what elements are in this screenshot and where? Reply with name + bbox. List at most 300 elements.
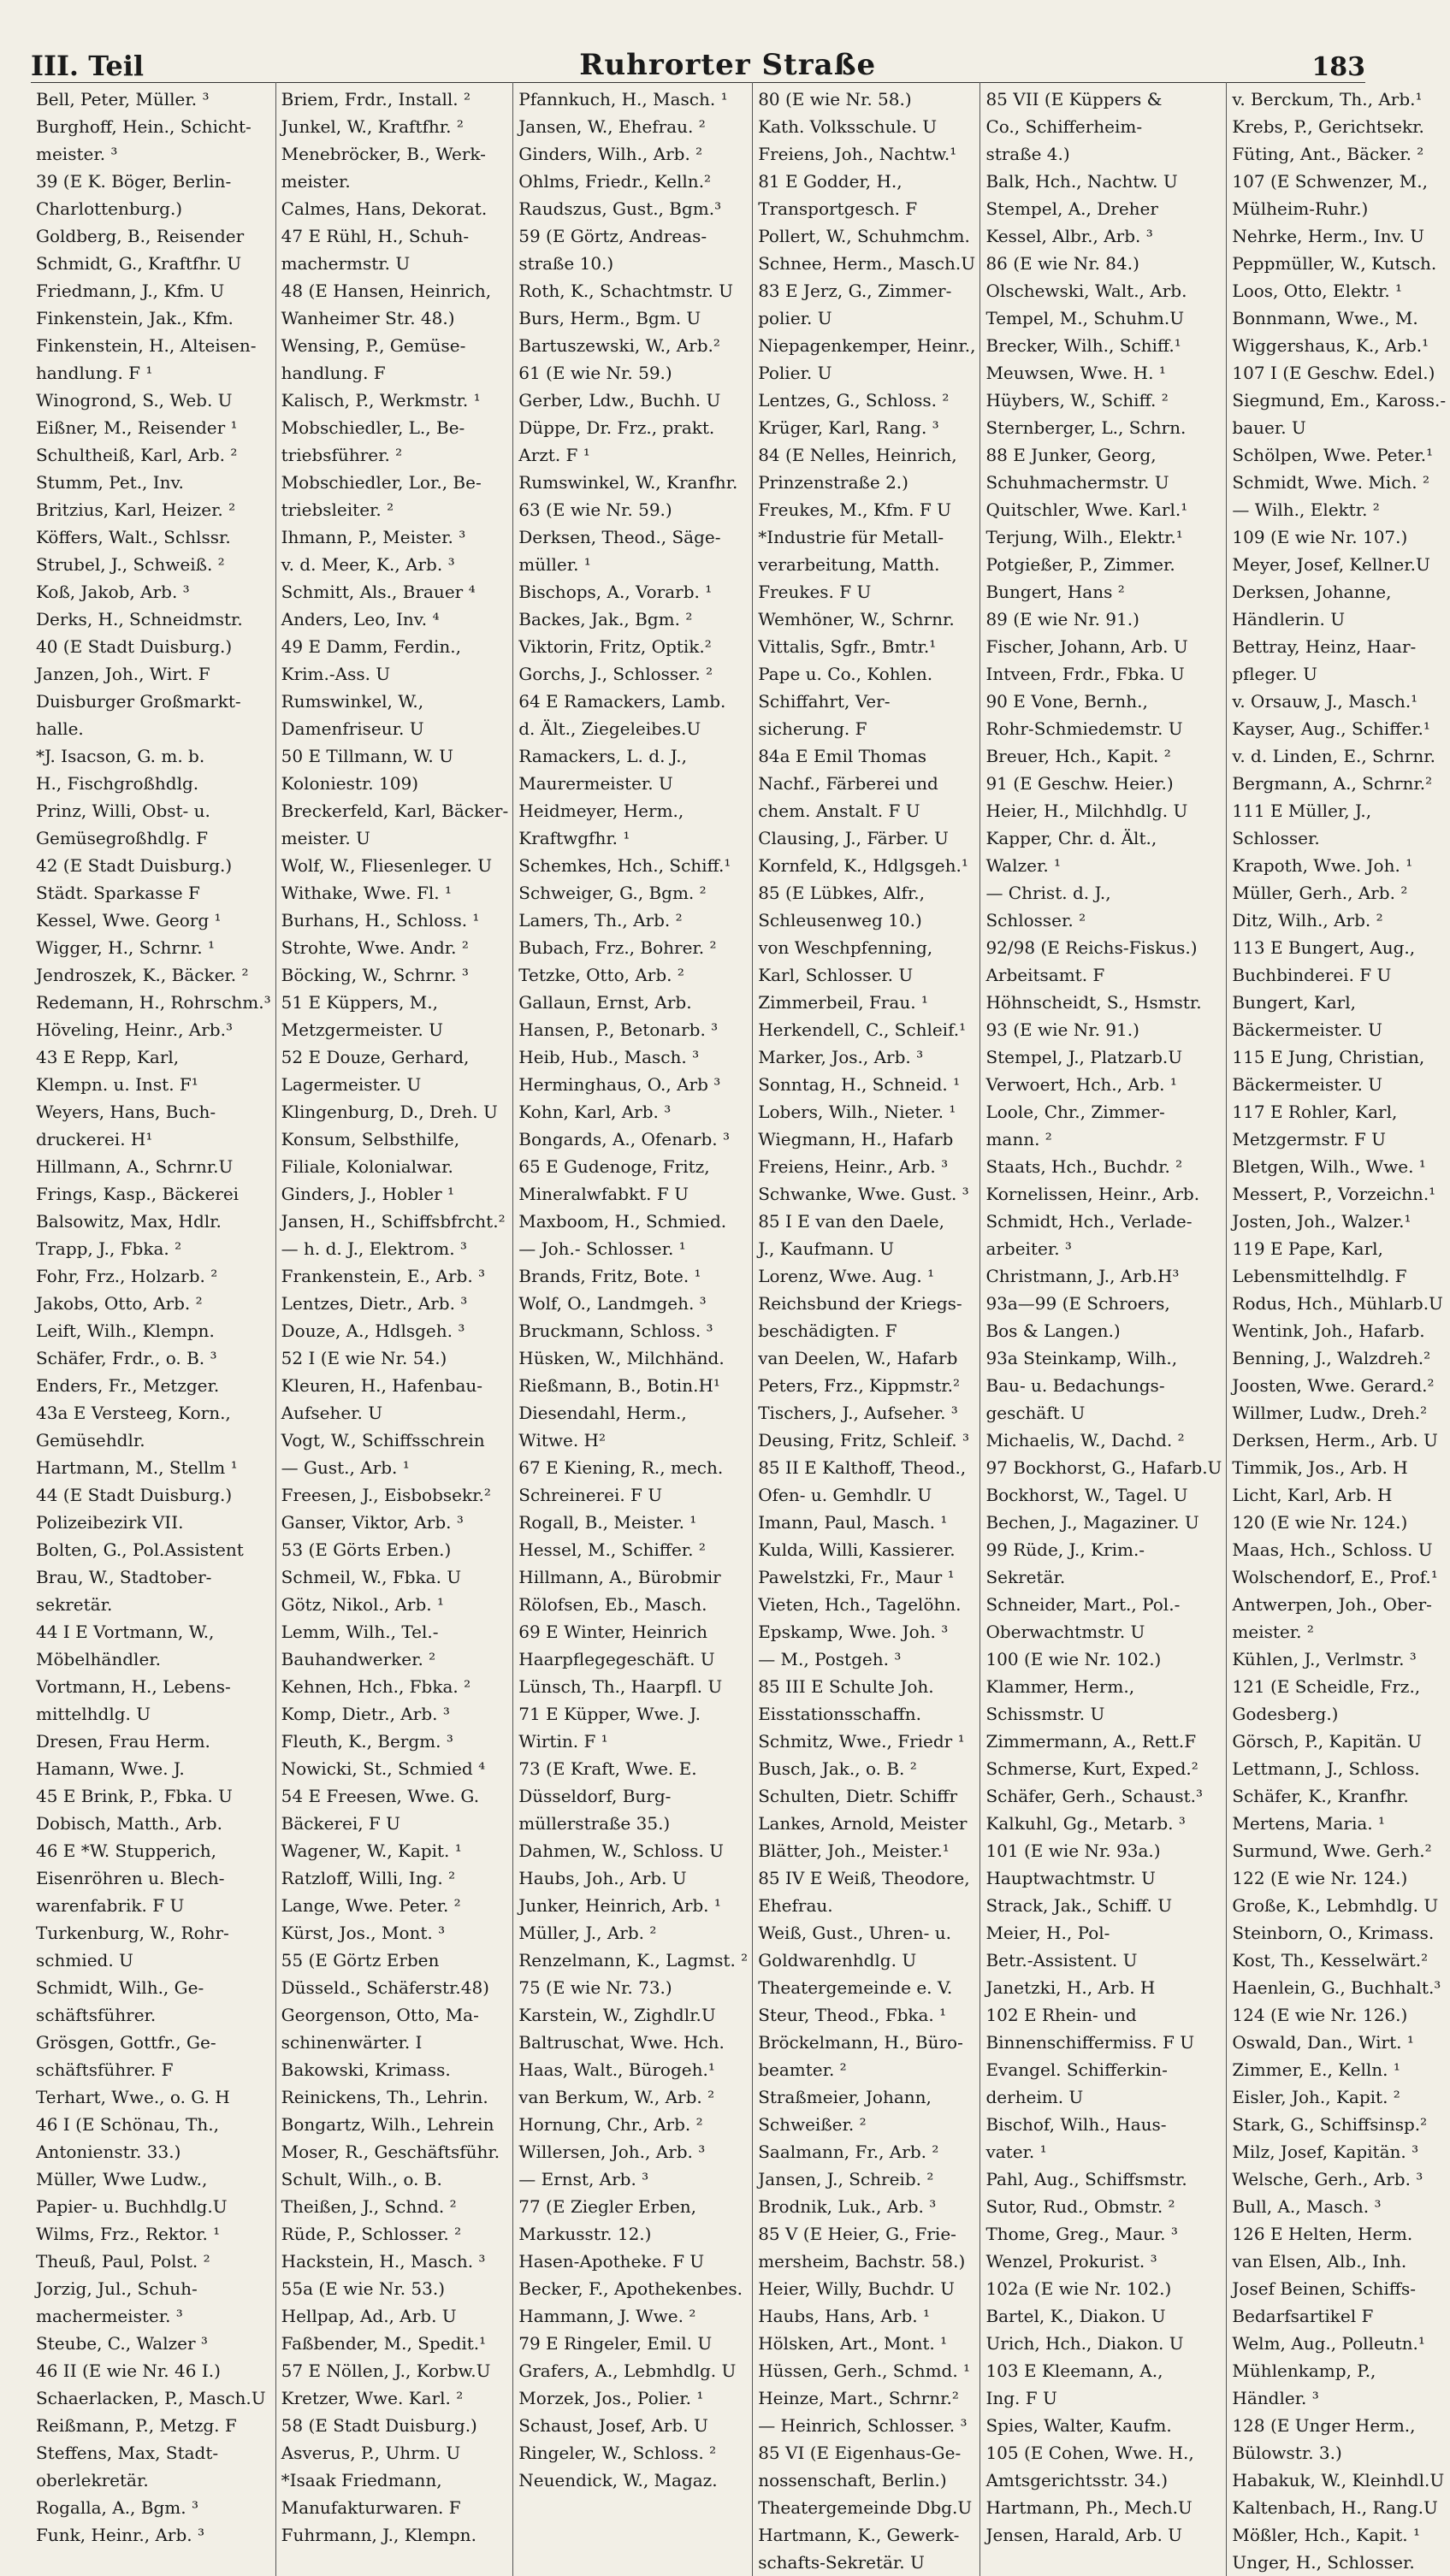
directory-entry-line: Gerber, Ldw., Buchh. U [518, 390, 721, 411]
directory-entry-line: Schweißer. ² [758, 2114, 867, 2135]
directory-entry-line: Withake, Wwe. Fl. ¹ [281, 883, 452, 903]
directory-entry-line: Wiegmann, H., Hafarb [758, 1129, 954, 1149]
directory-entry-line: Frankenstein, E., Arb. ³ [281, 1266, 486, 1286]
directory-entry-line: 44 (E Stadt Duisburg.) [36, 1485, 233, 1505]
directory-entry-line: Co., Schifferheim- [985, 116, 1143, 137]
directory-entry-line: — Wilh., Elektr. ² [1232, 499, 1380, 520]
directory-entry-line: Heinze, Mart., Schrnr.² [758, 2388, 959, 2408]
directory-entry-line: 122 (E wie Nr. 124.) [1232, 1868, 1408, 1888]
directory-entry-line: Bockhorst, W., Tagel. U [985, 1485, 1188, 1505]
directory-entry-line: Anders, Leo, Inv. ⁴ [281, 609, 440, 629]
directory-entry-line: 105 (E Cohen, Wwe. H., [985, 2443, 1194, 2463]
directory-entry-line: Böcking, W., Schrnr. ³ [281, 965, 469, 985]
directory-entry-line: Schölpen, Wwe. Peter.¹ [1232, 445, 1434, 465]
directory-entry-line: Bettray, Heinz, Haar- [1232, 636, 1417, 657]
directory-entry-line: Prinz, Willi, Obst- u. [36, 801, 210, 821]
directory-entry-line: Balsowitz, Max, Hdlr. [36, 1211, 222, 1232]
directory-entry-line: handlung. F ¹ [36, 363, 153, 383]
directory-entry-line: Olschewski, Walt., Arb. [985, 281, 1187, 301]
directory-entry-line: machermeister. ³ [36, 2306, 183, 2326]
directory-entry-line: Krapoth, Wwe. Joh. ¹ [1232, 855, 1413, 876]
directory-entry-line: 54 E Freesen, Wwe. G. [281, 1786, 480, 1806]
directory-entry-line: Burghoff, Hein., Schicht- [36, 116, 252, 137]
directory-entry-line: Görsch, P., Kapitän. U [1232, 1731, 1422, 1752]
directory-entry-line: Winogrond, S., Web. U [36, 390, 233, 411]
directory-entry-line: v. Orsauw, J., Masch.¹ [1232, 691, 1418, 712]
directory-entry-line: Kleuren, H., Hafenbau- [281, 1375, 483, 1396]
directory-column [1227, 82, 1450, 2576]
directory-entry-line: Ramackers, L. d. J., [518, 746, 687, 766]
directory-entry-line: Kath. Volksschule. U [758, 116, 938, 137]
directory-entry-line: Stempel, A., Dreher [985, 198, 1158, 219]
directory-entry-line: polier. U [758, 308, 832, 328]
directory-entry-line: Potgießer, P., Zimmer. [985, 554, 1175, 575]
directory-entry-line: Quitschler, Wwe. Karl.¹ [985, 499, 1188, 520]
directory-entry-line: Grösgen, Gottfr., Ge- [36, 2032, 216, 2053]
directory-entry-line: Mülheim-Ruhr.) [1232, 198, 1369, 219]
directory-entry-line: Wigger, H., Schrnr. ¹ [36, 937, 215, 958]
directory-entry-line: Wiggershaus, K., Arb.¹ [1232, 335, 1429, 356]
directory-entry-line: Lebensmittelhdlg. F [1232, 1266, 1407, 1286]
directory-entry-line: Wemhöner, W., Schrnr. [758, 609, 955, 629]
directory-entry-line: Balk, Hch., Nachtw. U [985, 171, 1178, 192]
directory-entry-line: Rumswinkel, W., [281, 691, 424, 712]
directory-entry-line: Dresen, Frau Herm. [36, 1731, 210, 1752]
directory-entry-line: 90 E Vone, Bernh., [985, 691, 1148, 712]
directory-entry-line: 91 (E Geschw. Heier.) [985, 773, 1174, 794]
directory-entry-line: Höhnscheidt, S., Hsmstr. [985, 992, 1202, 1013]
directory-entry-line: Freiens, Joh., Nachtw.¹ [758, 144, 957, 164]
directory-entry-line: Kühlen, J., Verlmstr. ³ [1232, 1649, 1417, 1669]
directory-entry-line: Oberwachtmstr. U [985, 1622, 1145, 1642]
directory-entry-line: Jansen, H., Schiffsbfrcht.² [281, 1211, 506, 1232]
directory-entry-line: van Deelen, W., Hafarb [758, 1348, 958, 1368]
directory-entry-line: Sutor, Rud., Obmstr. ² [985, 2196, 1175, 2217]
directory-entry-line: Breuer, Hch., Kapit. ² [985, 746, 1171, 766]
directory-entry-line: Markusstr. 12.) [518, 2224, 652, 2244]
directory-entry-line: Lemm, Wilh., Tel.- [281, 1622, 439, 1642]
directory-entry-line: Bäckermeister. U [1232, 1074, 1383, 1095]
directory-entry-line: Christmann, J., Arb.H³ [985, 1266, 1180, 1286]
directory-entry-line: Hüssen, Gerh., Schmd. ¹ [758, 2360, 971, 2381]
directory-entry-line: *J. Isacson, G. m. b. [36, 746, 205, 766]
directory-entry-line: Haas, Walt., Bürogeh.¹ [518, 2059, 715, 2080]
directory-entry-line: Messert, P., Vorzeichn.¹ [1232, 1184, 1436, 1204]
directory-entry-line: derheim. U [985, 2087, 1084, 2107]
directory-entry-line: Hessel, M., Schiffer. ² [518, 1539, 706, 1560]
directory-entry-line: Bubach, Frz., Bohrer. ² [518, 937, 717, 958]
directory-entry-line: 63 (E wie Nr. 59.) [518, 499, 672, 520]
directory-entry-line: Schreinerei. F U [518, 1485, 663, 1505]
directory-entry-line: Damenfriseur. U [281, 718, 424, 739]
directory-entry-line: 51 E Küppers, M., [281, 992, 438, 1013]
directory-entry-line: Lünsch, Th., Haarpfl. U [518, 1676, 723, 1697]
directory-entry-line: Kapper, Chr. d. Ält., [985, 828, 1157, 848]
directory-entry-line: Möbelhändler. [36, 1649, 161, 1669]
directory-entry-line: Siegmund, Em., Kaross.- [1232, 390, 1447, 411]
directory-entry-line: Schäfer, K., Kranfhr. [1232, 1786, 1409, 1806]
directory-entry-line: Brands, Fritz, Bote. ¹ [518, 1266, 701, 1286]
directory-entry-line: Turkenburg, W., Rohr- [36, 1923, 229, 1943]
directory-entry-line: vater. ¹ [985, 2142, 1047, 2162]
directory-entry-line: Hansen, P., Betonarb. ³ [518, 1019, 719, 1040]
directory-entry-line: Theißen, J., Schnd. ² [281, 2196, 457, 2217]
directory-entry-line: Walzer. ¹ [985, 855, 1062, 876]
directory-entry-line: Briem, Frdr., Install. ² [281, 89, 471, 109]
directory-entry-line: Freukes, M., Kfm. F U [758, 499, 951, 520]
directory-entry-line: Hackstein, H., Masch. ³ [281, 2251, 486, 2272]
directory-entry-line: Kalisch, P., Werkmstr. ¹ [281, 390, 481, 411]
directory-entry-line: Bäckermeister. U [1232, 1019, 1383, 1040]
directory-entry-line: 67 E Kiening, R., mech. [518, 1457, 724, 1478]
directory-entry-line: triebsführer. ² [281, 445, 403, 465]
directory-entry-line: Haubs, Joh., Arb. U [518, 1868, 687, 1888]
directory-entry-line: Intveen, Frdr., Fbka. U [985, 664, 1185, 684]
directory-entry-line: Schmidt, Wilh., Ge- [36, 1977, 204, 1998]
directory-entry-line: Schmidt, Hch., Verlade- [985, 1211, 1193, 1232]
directory-entry-line: Finkenstein, Jak., Kfm. [36, 308, 234, 328]
directory-entry-line: 73 (E Kraft, Wwe. E. [518, 1758, 697, 1779]
directory-entry-line: meister. ³ [36, 144, 118, 164]
directory-entry-line: Trapp, J., Fbka. ² [36, 1238, 182, 1259]
directory-entry-line: 113 E Bungert, Aug., [1232, 937, 1416, 958]
directory-entry-line: Arzt. F ¹ [518, 445, 590, 465]
directory-entry-line: Brau, W., Stadtober- [36, 1567, 212, 1587]
directory-entry-line: Aufseher. U [281, 1403, 383, 1423]
directory-entry-line: — h. d. J., Elektrom. ³ [281, 1238, 467, 1259]
directory-entry-line: Stark, G., Schiffsinsp.² [1232, 2114, 1428, 2135]
directory-entry-line: Wolschendorf, E., Prof.¹ [1232, 1567, 1438, 1587]
directory-entry-line: Hartmann, K., Gewerk- [758, 2525, 960, 2545]
directory-entry-line: Derks, H., Schneidmstr. [36, 609, 243, 629]
directory-entry-line: Viktorin, Fritz, Optik.² [518, 636, 712, 657]
directory-entry-line: Schemkes, Hch., Schiff.¹ [518, 855, 731, 876]
directory-entry-line: Fischer, Johann, Arb. U [985, 636, 1188, 657]
directory-entry-line: Jorzig, Jul., Schuh- [36, 2278, 198, 2299]
directory-entry-line: Vittalis, Sgfr., Bmtr.¹ [758, 636, 937, 657]
directory-entry-line: Schultheiß, Karl, Arb. ² [36, 445, 238, 465]
directory-entry-line: Bülowstr. 3.) [1232, 2443, 1342, 2463]
directory-entry-line: Schnee, Herm., Masch.U [758, 253, 976, 274]
directory-entry-line: Roth, K., Schachtmstr. U [518, 281, 734, 301]
directory-entry-line: Pollert, W., Schuhmchm. [758, 226, 970, 246]
directory-entry-line: 85 VII (E Küppers & [985, 89, 1163, 109]
directory-entry-line: Welsche, Gerh., Arb. ³ [1232, 2169, 1423, 2189]
directory-entry-line: Ringeler, W., Schloss. ² [518, 2443, 717, 2463]
directory-entry-line: Haubs, Hans, Arb. ¹ [758, 2306, 930, 2326]
directory-entry-line: Asverus, P., Uhrm. U [281, 2443, 461, 2463]
directory-entry-line: Strohte, Wwe. Andr. ² [281, 937, 469, 958]
directory-entry-line: Rölofsen, Eb., Masch. [518, 1594, 707, 1615]
directory-column [753, 82, 980, 2576]
directory-entry-line: Spies, Walter, Kaufm. [985, 2415, 1172, 2436]
directory-entry-line: Deusing, Fritz, Schleif. ³ [758, 1430, 969, 1450]
directory-entry-line: Frings, Kasp., Bäckerei [36, 1184, 240, 1204]
directory-entry-line: 69 E Winter, Heinrich [518, 1622, 708, 1642]
directory-entry-line: Calmes, Hans, Dekorat. [281, 198, 488, 219]
directory-entry-line: 79 E Ringeler, Emil. U [518, 2333, 713, 2354]
directory-entry-line: Klingenburg, D., Dreh. U [281, 1102, 498, 1122]
directory-entry-line: schäftsführer. [36, 2005, 157, 2025]
directory-entry-line: Pape u. Co., Kohlen. [758, 664, 933, 684]
directory-entry-line: — M., Postgeh. ³ [758, 1649, 902, 1669]
page-header [31, 38, 1365, 83]
directory-entry-line: Gemüsehdlr. [36, 1430, 145, 1450]
directory-entry-line: Schweiger, G., Bgm. ² [518, 883, 707, 903]
directory-entry-line: 64 E Ramackers, Lamb. [518, 691, 726, 712]
directory-entry-line: druckerei. H¹ [36, 1129, 153, 1149]
directory-entry-line: 43 E Repp, Karl, [36, 1047, 180, 1067]
directory-entry-line: Bischof, Wilh., Haus- [985, 2114, 1167, 2135]
directory-entry-line: Backes, Jak., Bgm. ² [518, 609, 693, 629]
directory-entry-line: Große, K., Lebmhdlg. U [1232, 1895, 1439, 1916]
directory-entry-line: Weyers, Hans, Buch- [36, 1102, 216, 1122]
directory-entry-line: Friedmann, J., Kfm. U [36, 281, 225, 301]
directory-entry-line: Kost, Th., Kesselwärt.² [1232, 1950, 1429, 1970]
directory-entry-line: sicherung. F [758, 718, 867, 739]
directory-entry-line: Neuendick, W., Magaz. [518, 2470, 718, 2490]
directory-entry-line: Terhart, Wwe., o. G. H [36, 2087, 230, 2107]
directory-entry-line: Freiens, Heinr., Arb. ³ [758, 1156, 949, 1177]
directory-entry-line: 103 E Kleemann, A., [985, 2360, 1163, 2381]
directory-entry-line: Derksen, Herm., Arb. U [1232, 1430, 1438, 1450]
directory-entry-line: Schmitt, Als., Brauer ⁴ [281, 582, 476, 602]
directory-entry-line: — Heinrich, Schlosser. ³ [758, 2415, 968, 2436]
directory-entry-line: 84a E Emil Thomas [758, 746, 927, 766]
directory-entry-line: Tetzke, Otto, Arb. ² [518, 965, 684, 985]
directory-entry-line: Lettmann, J., Schloss. [1232, 1758, 1420, 1779]
directory-entry-line: Mineralwfabkt. F U [518, 1184, 689, 1204]
directory-entry-line: Ditz, Wilh., Arb. ² [1232, 910, 1383, 931]
directory-entry-line: Junker, Heinrich, Arb. ¹ [518, 1895, 721, 1916]
directory-entry-line: Ohlms, Friedr., Kelln.² [518, 171, 712, 192]
directory-entry-line: 85 V (E Heier, G., Frie- [758, 2224, 956, 2244]
directory-entry-line: Bischops, A., Vorarb. ¹ [518, 582, 713, 602]
directory-entry-line: Bäckerei, F U [281, 1813, 401, 1834]
directory-entry-line: Haarpflegegeschäft. U [518, 1649, 715, 1669]
directory-entry-line: Komp, Dietr., Arb. ³ [281, 1704, 450, 1724]
directory-entry-line: Thome, Greg., Maur. ³ [985, 2224, 1178, 2244]
directory-entry-line: Bolten, G., Pol.Assistent [36, 1539, 244, 1560]
directory-entry-line: Schlosser. [1232, 828, 1320, 848]
directory-entry-line: Heier, Willy, Buchdr. U [758, 2278, 955, 2299]
directory-entry-line: Herkendell, C., Schleif.¹ [758, 1019, 967, 1040]
directory-entry-line: Habakuk, W., Kleinhdl.U [1232, 2470, 1445, 2490]
directory-entry-line: 92/98 (E Reichs-Fiskus.) [985, 937, 1198, 958]
directory-entry-line: Surmund, Wwe. Gerh.² [1232, 1840, 1432, 1861]
directory-entry-line: warenfabrik. F U [36, 1895, 185, 1916]
directory-entry-line: 77 (E Ziegler Erben, [518, 2196, 696, 2217]
directory-entry-line: Amtsgerichtsstr. 34.) [985, 2470, 1169, 2490]
directory-entry-line: 85 IV E Weiß, Theodore, [758, 1868, 970, 1888]
directory-entry-line: J., Kaufmann. U [758, 1238, 895, 1259]
directory-entry-line: Mertens, Maria. ¹ [1232, 1813, 1386, 1834]
directory-entry-line: von Weschpfenning, [758, 937, 933, 958]
directory-entry-line: Reißmann, P., Metzg. F [36, 2415, 237, 2436]
directory-entry-line: Grafers, A., Lebmhdlg. U [518, 2360, 737, 2381]
directory-entry-line: Loole, Chr., Zimmer- [985, 1102, 1165, 1122]
directory-entry-line: Koß, Jakob, Arb. ³ [36, 582, 190, 602]
directory-entry-line: Manufakturwaren. F [281, 2497, 461, 2518]
directory-entry-line: Klempn. u. Inst. F¹ [36, 1074, 198, 1095]
directory-entry-line: Kaltenbach, H., Rang.U [1232, 2497, 1438, 2518]
directory-entry-line: 49 E Damm, Ferdin., [281, 636, 461, 657]
directory-entry-line: v. d. Meer, K., Arb. ³ [281, 554, 455, 575]
directory-entry-line: Benning, J., Walzdreh.² [1232, 1348, 1431, 1368]
directory-entry-line: meister. U [281, 828, 370, 848]
page-number: 183 [1311, 52, 1365, 82]
directory-entry-line: Duisburger Großmarkt- [36, 691, 241, 712]
directory-entry-line: — Joh.- Schlosser. ¹ [518, 1238, 686, 1259]
directory-entry-line: Hölsken, Art., Mont. ¹ [758, 2333, 948, 2354]
directory-entry-line: Ginders, J., Hobler ¹ [281, 1184, 455, 1204]
directory-entry-line: 101 (E wie Nr. 93a.) [985, 1840, 1161, 1861]
directory-entry-line: Terjung, Wilh., Elektr.¹ [985, 527, 1183, 547]
directory-entry-line: Götz, Nikol., Arb. ¹ [281, 1594, 445, 1615]
directory-entry-line: 44 I E Vortmann, W., [36, 1622, 215, 1642]
directory-entry-line: Ratzloff, Willi, Ing. ² [281, 1868, 456, 1888]
directory-entry-line: mann. ² [985, 1129, 1052, 1149]
directory-entry-line: Bell, Peter, Müller. ³ [36, 89, 210, 109]
directory-entry-line: 117 E Rohler, Karl, [1232, 1102, 1398, 1122]
directory-entry-line: Rogalla, A., Bgm. ³ [36, 2497, 198, 2518]
directory-entry-line: Schulten, Dietr. Schiffr [758, 1786, 958, 1806]
directory-entry-line: Marker, Jos., Arb. ³ [758, 1047, 924, 1067]
directory-entry-line: Tischers, J., Aufseher. ³ [758, 1403, 958, 1423]
directory-entry-line: Clausing, J., Färber. U [758, 828, 949, 848]
directory-entry-line: — Ernst, Arb. ³ [518, 2169, 649, 2189]
directory-entry-line: 85 VI (E Eigenhaus-Ge- [758, 2443, 962, 2463]
directory-entry-line: Finkenstein, H., Alteisen- [36, 335, 257, 356]
directory-entry-line: schäftsführer. F [36, 2059, 174, 2080]
directory-entry-line: Renzelmann, K., Lagmst. ² [518, 1950, 749, 1970]
directory-entry-line: Jendroszek, K., Bäcker. ² [36, 965, 249, 985]
directory-entry-line: Hillmann, A., Schrnr.U [36, 1156, 234, 1177]
directory-entry-line: Ehefrau. [758, 1895, 833, 1916]
directory-entry-line: Hellpap, Ad., Arb. U [281, 2306, 457, 2326]
directory-entry-line: Lamers, Th., Arb. ² [518, 910, 683, 931]
directory-entry-line: Nehrke, Herm., Inv. U [1232, 226, 1425, 246]
directory-entry-line: Lentzes, G., Schloss. ² [758, 390, 950, 411]
directory-entry-line: Strubel, J., Schweiß. ² [36, 554, 225, 575]
directory-entry-line: Janzen, Joh., Wirt. F [36, 664, 210, 684]
directory-entry-line: 48 (E Hansen, Heinrich, [281, 281, 492, 301]
directory-entry-line: Schult, Wilh., o. B. [281, 2169, 442, 2189]
directory-entry-line: Sternberger, L., Schrn. [985, 417, 1187, 438]
directory-entry-line: 93a—99 (E Schroers, [985, 1293, 1170, 1314]
directory-entry-line: Wanheimer Str. 48.) [281, 308, 455, 328]
directory-entry-line: Höveling, Heinr., Arb.³ [36, 1019, 233, 1040]
directory-entry-line: Steube, C., Walzer ³ [36, 2333, 208, 2354]
directory-entry-line: Bergmann, A., Schrnr.² [1232, 773, 1433, 794]
directory-entry-line: Wolf, W., Fliesenleger. U [281, 855, 493, 876]
directory-entry-line: Willmer, Ludw., Dreh.² [1232, 1403, 1428, 1423]
directory-entry-line: Lentzes, Dietr., Arb. ³ [281, 1293, 468, 1314]
directory-entry-line: Müller, Gerh., Arb. ² [1232, 883, 1408, 903]
directory-entry-line: sekretär. [36, 1594, 113, 1615]
directory-entry-line: 102 E Rhein- und [985, 2005, 1137, 2025]
directory-entry-line: Kohn, Karl, Arb. ³ [518, 1102, 672, 1122]
directory-entry-line: schmied. U [36, 1950, 133, 1970]
directory-entry-line: Sonntag, H., Schneid. ¹ [758, 1074, 961, 1095]
directory-entry-line: Joosten, Wwe. Gerard.² [1232, 1375, 1435, 1396]
directory-entry-line: Gorchs, J., Schlosser. ² [518, 664, 713, 684]
directory-entry-line: Wirtin. F ¹ [518, 1731, 608, 1752]
directory-entry-line: müller. ¹ [518, 554, 591, 575]
directory-entry-line: Nowicki, St., Schmied ⁴ [281, 1758, 486, 1779]
directory-entry-line: Bonnmann, Wwe., M. [1232, 308, 1418, 328]
directory-entry-line: 100 (E wie Nr. 102.) [985, 1649, 1162, 1669]
directory-entry-line: 71 E Küpper, Wwe. J. [518, 1704, 701, 1724]
directory-entry-line: *Industrie für Metall- [758, 527, 944, 547]
directory-entry-line: Reichsbund der Kriegs- [758, 1293, 962, 1314]
directory-entry-line: Blätter, Joh., Meister.¹ [758, 1840, 950, 1861]
directory-entry-line: 52 I (E wie Nr. 54.) [281, 1348, 447, 1368]
directory-entry-line: Moser, R., Geschäftsführ. [281, 2142, 500, 2162]
directory-entry-line: 43a E Versteeg, Korn., [36, 1403, 231, 1423]
directory-entry-line: Enders, Fr., Metzger. [36, 1375, 220, 1396]
directory-entry-line: Rodus, Hch., Mühlarb.U [1232, 1293, 1443, 1314]
directory-entry-line: 85 III E Schulte Joh. [758, 1676, 934, 1697]
directory-entry-line: Kornfeld, K., Hdlgsgeh.¹ [758, 855, 968, 876]
directory-column [31, 82, 276, 2576]
directory-entry-line: geschäft. U [985, 1403, 1086, 1423]
directory-entry-line: Janetzki, H., Arb. H [985, 1977, 1156, 1998]
directory-entry-line: 126 E Helten, Herm. [1232, 2224, 1413, 2244]
directory-entry-line: Bongartz, Wilh., Lehrein [281, 2114, 494, 2135]
directory-entry-line: Burhans, H., Schloss. ¹ [281, 910, 480, 931]
directory-entry-line: Tempel, M., Schuhm.U [985, 308, 1185, 328]
directory-entry-line: Lange, Wwe. Peter. ² [281, 1895, 461, 1916]
directory-entry-line: Ofen- u. Gemhdlr. U [758, 1485, 932, 1505]
directory-entry-line: Jansen, W., Ehefrau. ² [518, 116, 706, 137]
directory-entry-line: triebsleiter. ² [281, 499, 394, 520]
directory-entry-line: Kraftwgfhr. ¹ [518, 828, 630, 848]
directory-entry-line: Milz, Josef, Kapitän. ³ [1232, 2142, 1419, 2162]
directory-entry-line: Bartuszewski, W., Arb.² [518, 335, 720, 356]
directory-entry-line: Freukes. F U [758, 582, 872, 602]
directory-entry-line: Schäfer, Gerh., Schaust.³ [985, 1786, 1204, 1806]
directory-entry-line: Rüde, P., Schlosser. ² [281, 2224, 462, 2244]
directory-entry-line: mittelhdlg. U [36, 1704, 151, 1724]
directory-entry-line: Metzgermstr. F U [1232, 1129, 1386, 1149]
directory-entry-line: halle. [36, 718, 84, 739]
directory-entry-line: Jansen, J., Schreib. ² [758, 2169, 934, 2189]
directory-entry-line: Gemüsegroßhdlg. F [36, 828, 208, 848]
street-title: Ruhrorter Straße [579, 48, 877, 82]
directory-column [980, 82, 1227, 2576]
directory-entry-line: *Isaak Friedmann, [281, 2470, 442, 2490]
directory-entry-line: Evangel. Schifferkin- [985, 2059, 1168, 2080]
directory-entry-line: 53 (E Görts Erben.) [281, 1539, 452, 1560]
directory-entry-line: Weiß, Gust., Uhren- u. [758, 1923, 952, 1943]
directory-entry-line: 42 (E Stadt Duisburg.) [36, 855, 233, 876]
directory-entry-line: Nachf., Färberei und [758, 773, 938, 794]
directory-entry-line: Schaust, Josef, Arb. U [518, 2415, 708, 2436]
directory-entry-line: Eisler, Joh., Kapit. ² [1232, 2087, 1400, 2107]
directory-entry-line: Mobschiedler, Lor., Be- [281, 472, 482, 493]
directory-entry-line: 85 II E Kalthoff, Theod., [758, 1457, 967, 1478]
directory-entry-line: 119 E Pape, Karl, [1232, 1238, 1383, 1259]
directory-entry-line: Epskamp, Wwe. Joh. ³ [758, 1622, 949, 1642]
directory-entry-line: Hillmann, A., Bürobmir [518, 1567, 721, 1587]
directory-entry-line: Meier, H., Pol- [985, 1923, 1110, 1943]
directory-entry-line: 97 Bockhorst, G., Hafarb.U [985, 1457, 1222, 1478]
directory-entry-line: Vieten, Hch., Tagelöhn. [758, 1594, 962, 1615]
directory-entry-line: Konsum, Selbsthilfe, [281, 1129, 460, 1149]
directory-entry-line: Josten, Joh., Walzer.¹ [1232, 1211, 1412, 1232]
directory-entry-line: Pfannkuch, H., Masch. ¹ [518, 89, 728, 109]
